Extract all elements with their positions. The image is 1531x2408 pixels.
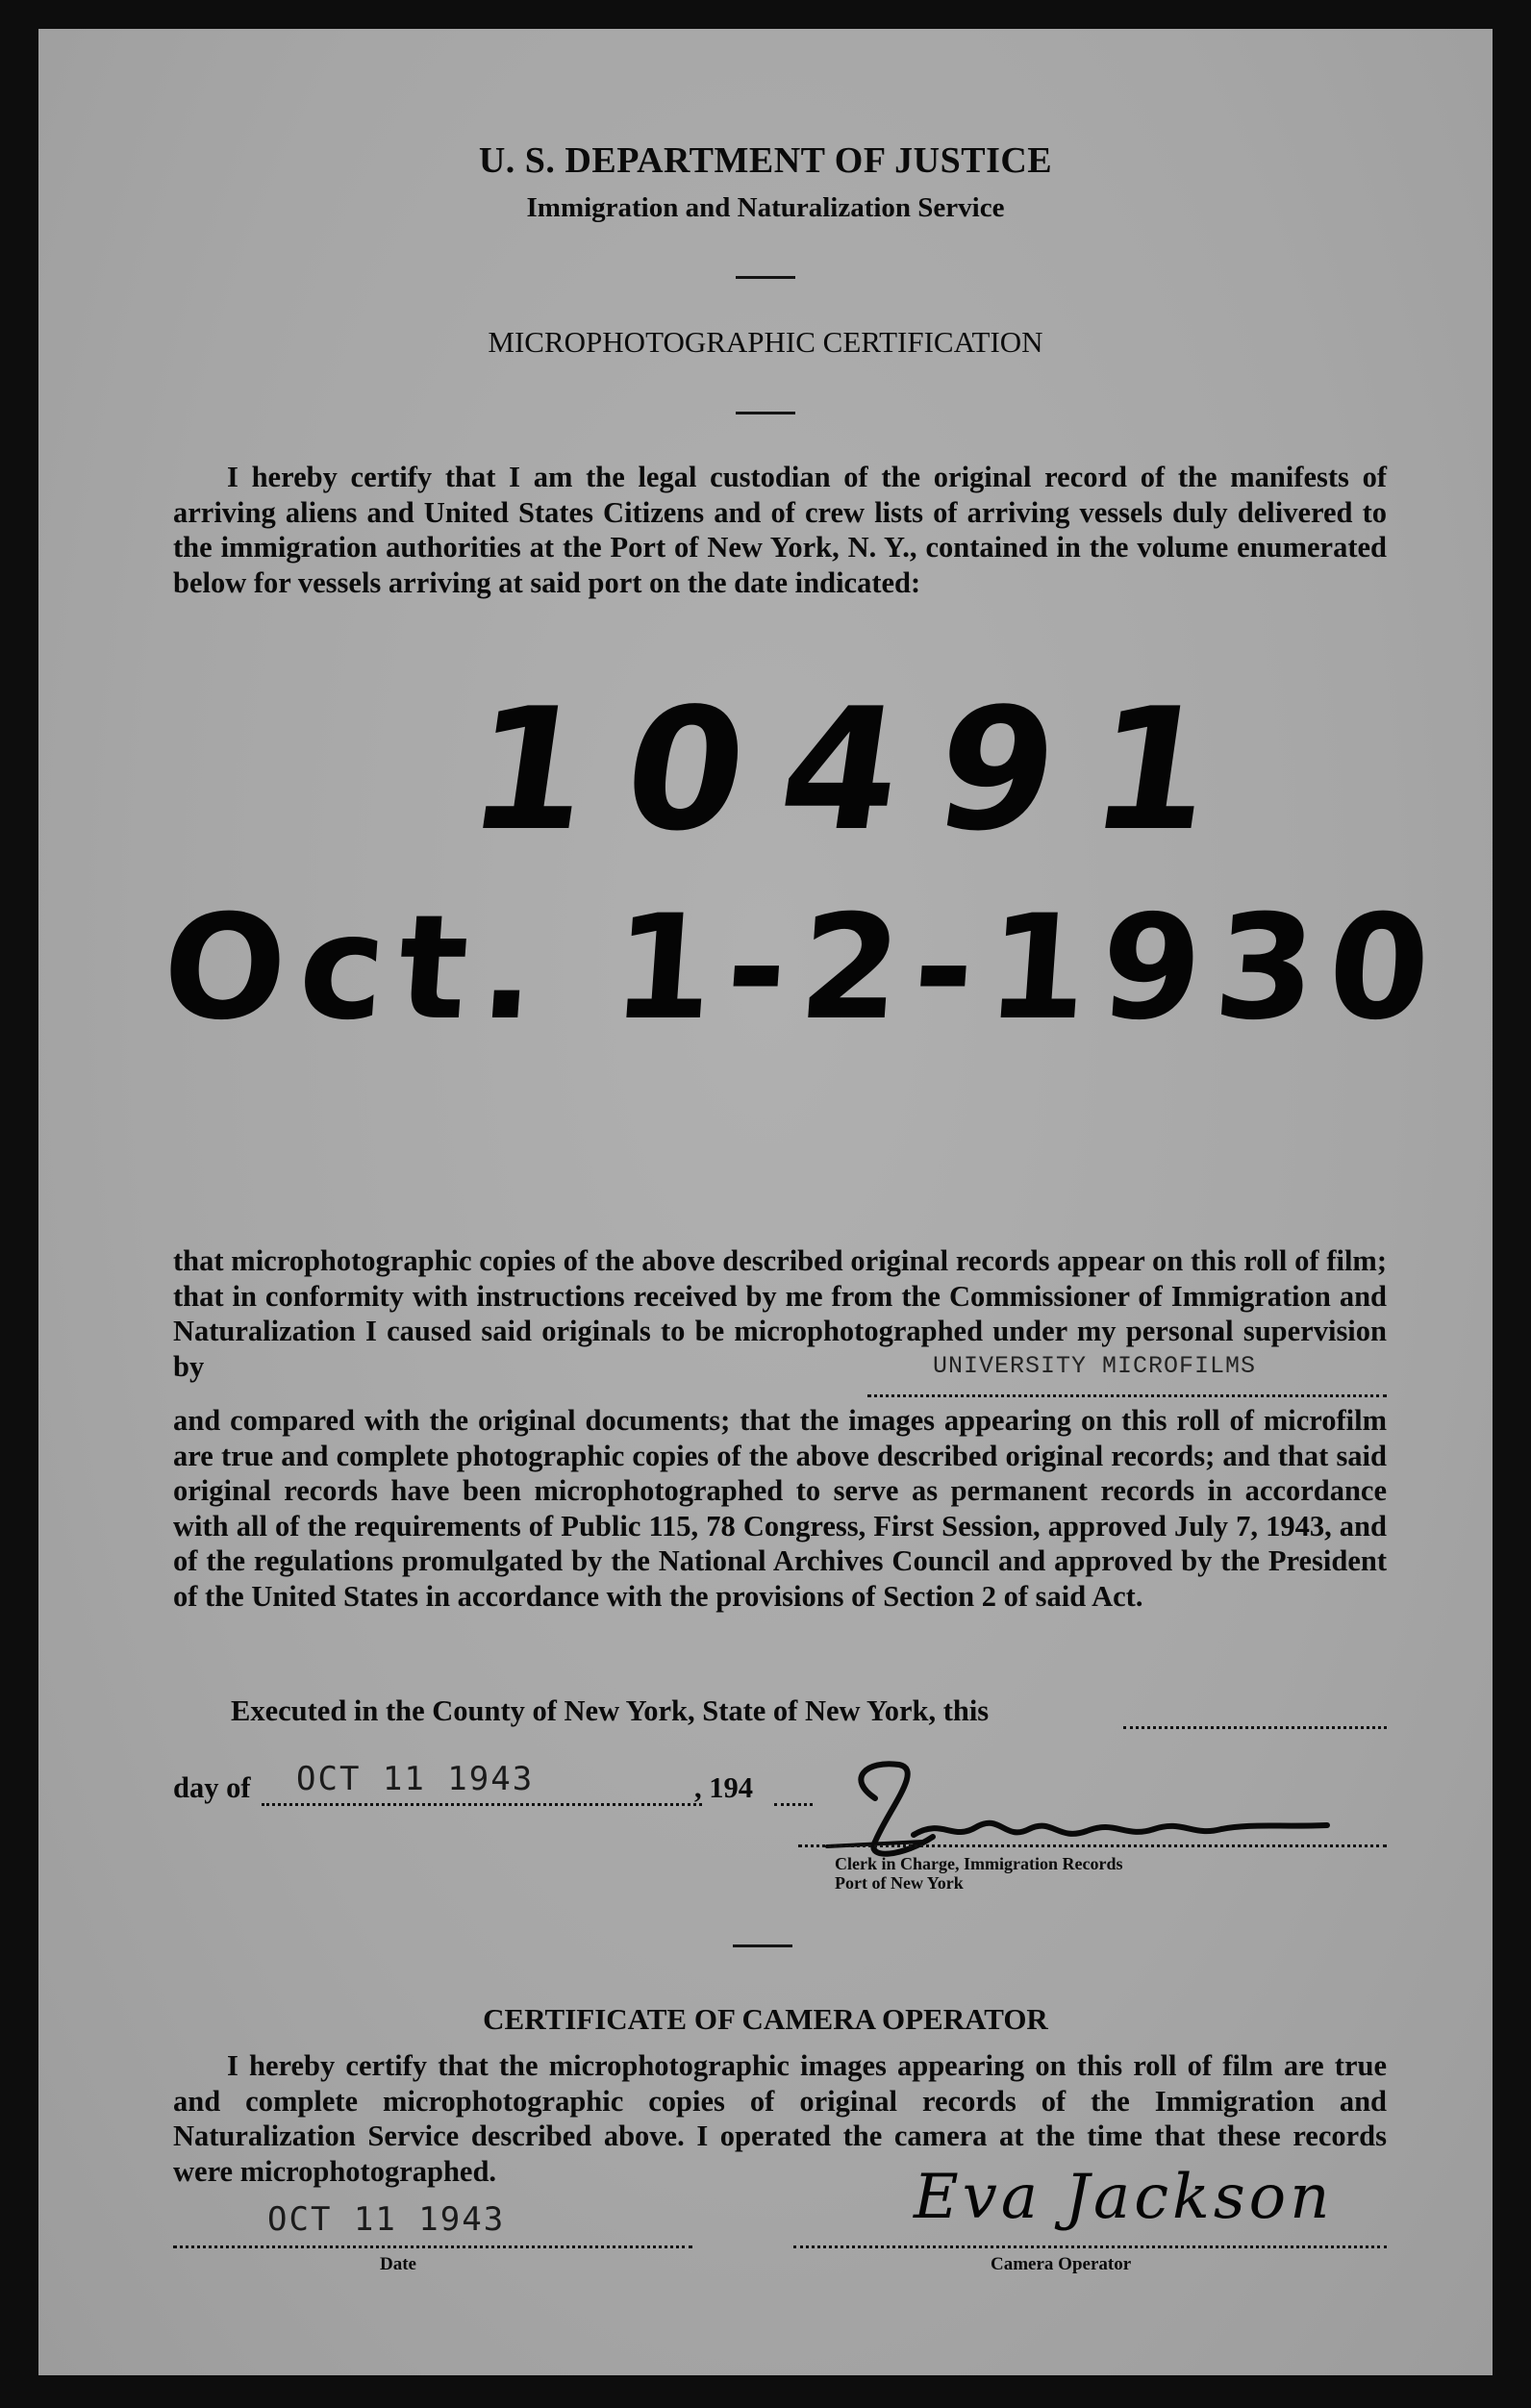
camera-certificate-title: CERTIFICATE OF CAMERA OPERATOR	[483, 2002, 1048, 2036]
executed-line: Executed in the County of New York, State of New York, this	[231, 1694, 990, 1727]
microfilmer-line	[867, 1394, 1387, 1397]
camera-paragraph: I hereby certify that the microphotographic images appearing on this roll of film are true and complete microphotographic copies of original records of the Immigration and Naturalization Service described above. I operated the camera at the time that these records were microphotographed.	[173, 2049, 1387, 2188]
camera-divider	[733, 1944, 792, 1947]
operator-signature: Eva Jackson	[914, 2162, 1334, 2233]
year-dots	[774, 1803, 813, 1806]
title-divider	[736, 412, 795, 414]
year-label: , 194	[694, 1771, 753, 1804]
execution-stamped-date: OCT 11 1943	[296, 1760, 535, 1798]
microfilmer-name: UNIVERSITY MICROFILMS	[933, 1352, 1257, 1380]
form-title: MICROPHOTOGRAPHIC CERTIFICATION	[488, 325, 1043, 359]
volume-date: Oct. 1-2-1930	[157, 885, 1449, 1052]
clerk-title-line2: Port of New York	[835, 1873, 964, 1893]
clerk-title-line1: Clerk in Charge, Immigration Records	[835, 1854, 1123, 1873]
camera-operator-label: Camera Operator	[991, 2254, 1132, 2274]
operator-line	[793, 2245, 1387, 2248]
camera-stamped-date: OCT 11 1943	[267, 2200, 506, 2239]
body-paragraph-part1: that microphotographic copies of the above described original records appear on this roll of film; that in conformity with instructions received by me from the Commissioner of Immigration and Naturalization I caused said originals to be microphotographed under my personal supervision by	[173, 1244, 1387, 1383]
body-paragraph-part2: and compared with the original documents; that the images appearing on this roll of microfilm are true and complete photographic copies of the above described original records; and that said original records have been microphotographed to serve as permanent records in accordance with all of the requirements of Public 115, 78 Congress, First Session, approved July 7, 1943, and of the regulations promulgated by the National Archives Council and approved by the President of the United States in accordance with the provisions of Section 2 of said Act.	[173, 1404, 1387, 1613]
header-divider	[736, 276, 795, 279]
intro-paragraph: I hereby certify that I am the legal custodian of the original record of the manifests of arriving aliens and United States Citizens and of crew lists of arriving vessels duly delivered to the immigration authorities at the Port of New York, N. Y., contained in the volume enumerated below for vessels arriving at said port on the date indicated:	[173, 461, 1387, 599]
certification-document	[38, 29, 1493, 2375]
date-line	[173, 2245, 692, 2248]
department-heading: U. S. DEPARTMENT OF JUSTICE	[478, 140, 1053, 181]
day-of-label: day of	[173, 1771, 251, 1804]
volume-number: 10491	[457, 673, 1264, 868]
executed-dots	[1123, 1726, 1387, 1729]
service-subheading: Immigration and Naturalization Service	[526, 192, 1005, 223]
date-label: Date	[380, 2254, 416, 2274]
clerk-signature-line	[798, 1844, 1387, 1847]
day-of-dots	[262, 1803, 702, 1806]
